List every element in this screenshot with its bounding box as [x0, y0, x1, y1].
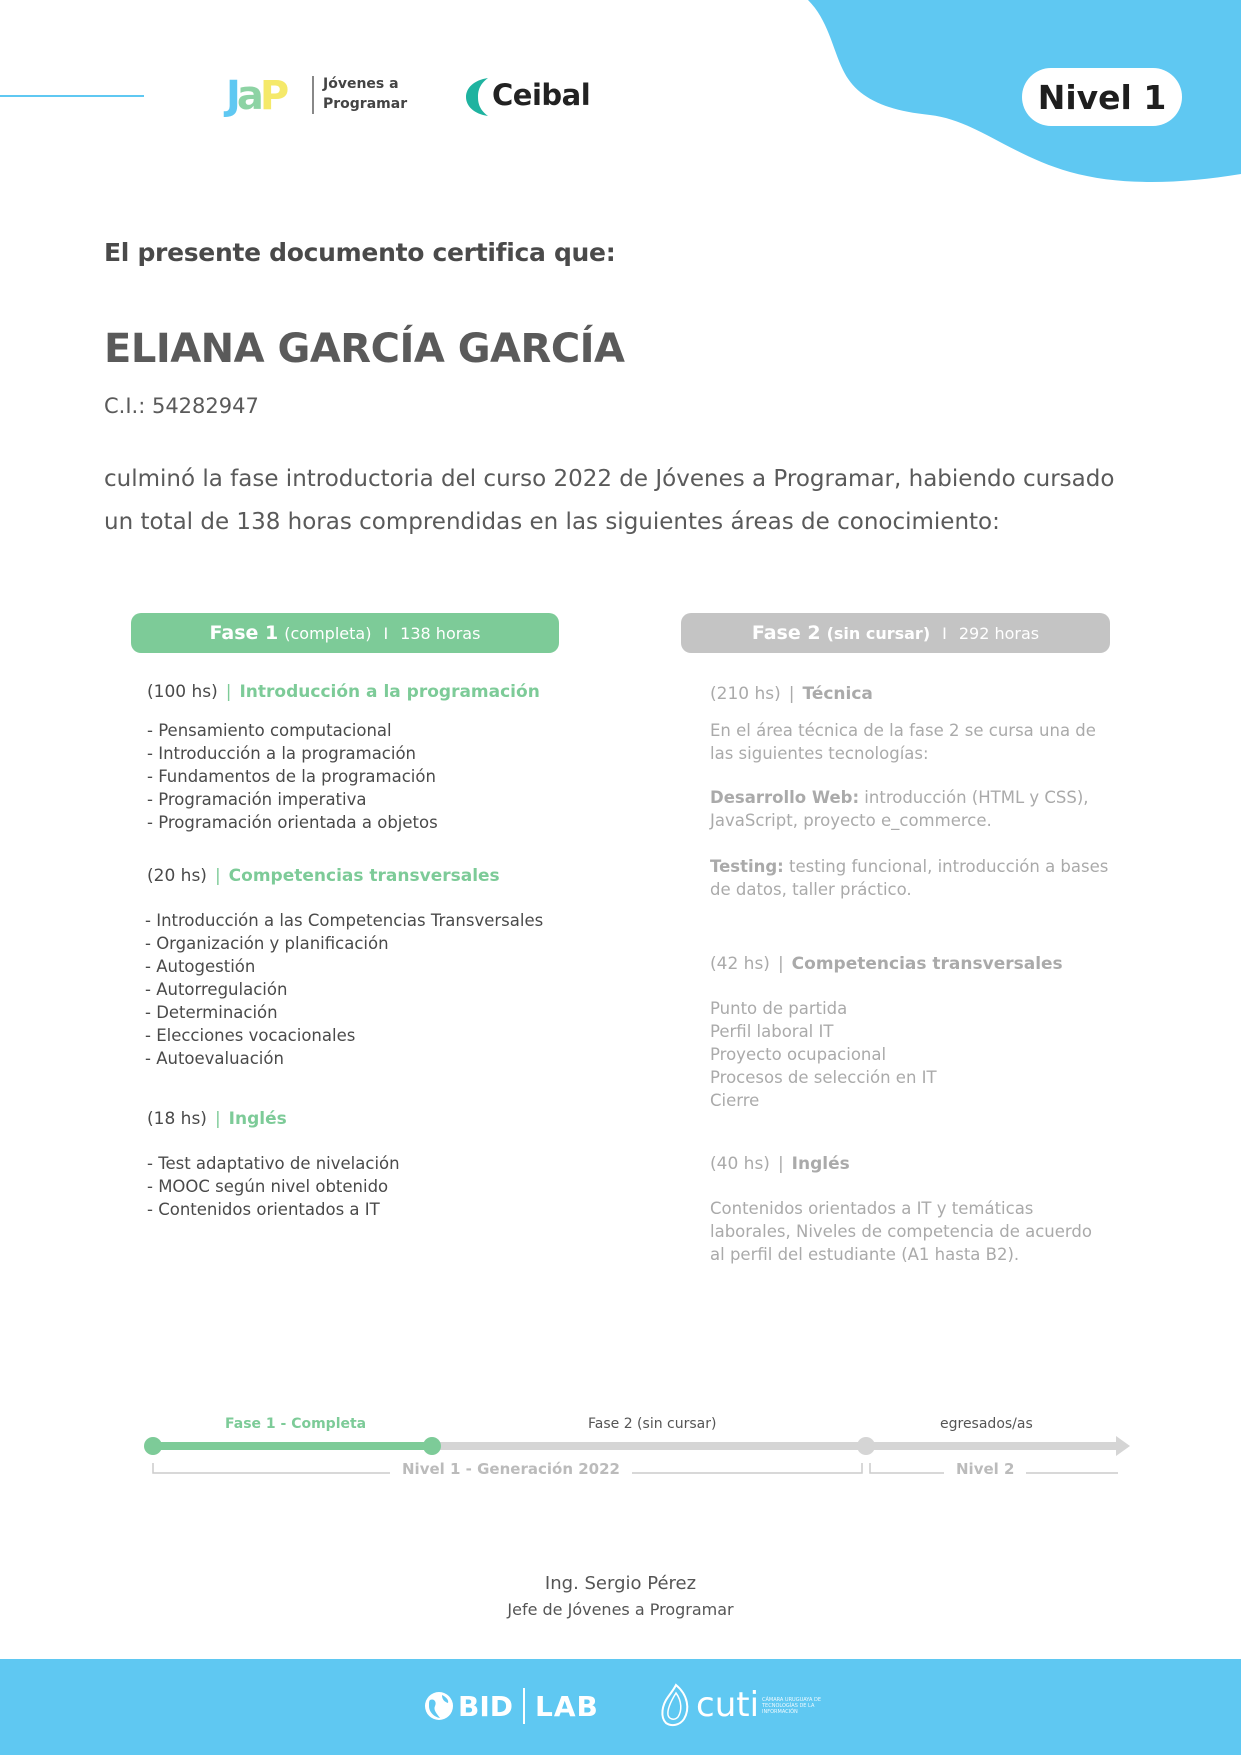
list-item: - Autoevaluación	[145, 1049, 284, 1068]
header-accent-line	[0, 95, 144, 97]
phase1-section-title: (100 hs) | Introducción a la programación	[147, 682, 540, 702]
timeline-bracket1-label: Nivel 1 - Generación 2022	[390, 1460, 632, 1478]
cuti-logo	[658, 1683, 821, 1729]
phase2-status: (sin cursar)	[826, 623, 931, 643]
phase2-tecnica-web: Desarrollo Web: introducción (HTML y CSS), JavaScript, proyecto e_commerce.	[710, 788, 1089, 830]
certificate-intro: El presente documento certifica que:	[104, 238, 616, 267]
phase2-section-list	[710, 997, 1110, 1112]
list-item: Perfil laboral IT	[710, 1022, 834, 1041]
timeline-node-phase2	[857, 1437, 875, 1455]
jap-logo-divider	[312, 76, 314, 114]
signature-name: Ing. Sergio Pérez	[544, 1573, 697, 1594]
phase1-section-list	[147, 719, 567, 834]
phase1-status: (completa)	[284, 623, 372, 643]
timeline-stage2-label: Fase 2 (sin cursar)	[588, 1416, 717, 1432]
list-item: - Programación orientada a objetos	[147, 813, 438, 832]
cuti-logo-text: cuti	[696, 1685, 760, 1725]
ceibal-logo-icon	[466, 78, 494, 116]
footer-bar	[0, 1659, 1241, 1755]
list-item: - Autorregulación	[145, 980, 288, 999]
cuti-logo-subtext: CÁMARA URUGUAYA DE TECNOLOGÍAS DE LA INFORMACIÓN	[762, 1697, 821, 1715]
phase1-separator: I	[383, 623, 389, 643]
phase2-tecnica-testing: Testing: testing funcional, introducción a bases de datos, taller práctico.	[710, 857, 1109, 899]
phase1-section-list	[147, 1152, 567, 1221]
cuti-logo-icon	[658, 1683, 694, 1729]
timeline-stage3-label: egresados/as	[940, 1416, 1033, 1432]
signature-role: Jefe de Jóvenes a Programar	[507, 1600, 734, 1619]
list-item: Proyecto ocupacional	[710, 1045, 887, 1064]
list-item: - Elecciones vocacionales	[145, 1026, 356, 1045]
list-item: - Pensamiento computacional	[147, 721, 392, 740]
phase1-header	[131, 613, 559, 653]
phase1-title: Fase 1	[209, 622, 279, 644]
lab-logo-text: LAB	[535, 1689, 599, 1723]
phase2-header	[681, 613, 1110, 653]
timeline-stage1-label: Fase 1 - Completa	[225, 1416, 367, 1432]
jap-logo-text: Jóvenes a Programar	[323, 76, 408, 112]
list-item: - MOOC según nivel obtenido	[147, 1177, 389, 1196]
bid-logo-text: BID	[458, 1689, 514, 1723]
student-id: C.I.: 54282947	[104, 394, 259, 418]
jap-logo-mark: JaP	[226, 73, 286, 119]
timeline-bracket2-label: Nivel 2	[944, 1460, 1026, 1478]
phase2-section-title: (40 hs) | Inglés	[710, 1154, 850, 1174]
list-item: - Organización y planificación	[145, 934, 389, 953]
bid-logo-divider	[523, 1688, 525, 1724]
phase1-section-title: (20 hs) | Competencias transversales	[147, 866, 500, 886]
phase2-ingles-text: Contenidos orientados a IT y temáticas laborales, Niveles de competencia de acuerdo al perfil del estudiante (A1 hasta B2).	[710, 1199, 1092, 1264]
phase2-title: Fase 2	[751, 622, 821, 644]
phase2-hours: 292 horas	[958, 623, 1040, 643]
phase1-content	[147, 680, 567, 1221]
timeline-node-phase1	[423, 1437, 441, 1455]
certificate-summary: culminó la fase introductoria del curso 2022 de Jóvenes a Programar, habiendo cursado un total de 138 horas comprendidas en las siguientes áreas de conocimiento:	[104, 466, 1115, 535]
list-item: Cierre	[710, 1091, 760, 1110]
list-item: Procesos de selección en IT	[710, 1068, 937, 1087]
list-item: - Contenidos orientados a IT	[147, 1200, 380, 1219]
bid-lab-logo	[424, 1686, 599, 1726]
phase2-tecnica-intro: En el área técnica de la fase 2 se cursa una de las siguientes tecnologías:	[710, 721, 1096, 763]
phase1-hours: 138 horas	[400, 623, 481, 643]
ceibal-logo	[466, 76, 606, 116]
timeline-stage1-fill	[153, 1442, 432, 1450]
list-item: - Determinación	[145, 1003, 278, 1022]
student-name: ELIANA GARCÍA GARCÍA	[104, 326, 625, 372]
list-item: - Fundamentos de la programación	[147, 767, 436, 786]
level-badge: Nivel 1	[1022, 68, 1182, 126]
phase1-section-list	[145, 909, 567, 1070]
jap-logo	[226, 72, 406, 122]
phase2-section-title: (42 hs) | Competencias transversales	[710, 954, 1063, 974]
list-item: - Introducción a la programación	[147, 744, 417, 763]
phase1-section-title: (18 hs) | Inglés	[147, 1109, 287, 1129]
phase2-content	[710, 682, 1110, 1266]
list-item: - Introducción a las Competencias Transversales	[145, 911, 544, 930]
list-item: - Autogestión	[145, 957, 256, 976]
list-item: Punto de partida	[710, 999, 848, 1018]
ceibal-logo-text: Ceibal	[492, 78, 591, 112]
bid-globe-icon	[424, 1690, 454, 1722]
timeline-arrowhead	[1116, 1436, 1130, 1456]
list-item: - Test adaptativo de nivelación	[147, 1154, 400, 1173]
list-item: - Programación imperativa	[147, 790, 367, 809]
phase2-section-title: (210 hs) | Técnica	[710, 684, 873, 704]
timeline-node-start	[144, 1437, 162, 1455]
phase2-separator: I	[942, 623, 947, 643]
progress-timeline	[140, 1410, 1140, 1490]
